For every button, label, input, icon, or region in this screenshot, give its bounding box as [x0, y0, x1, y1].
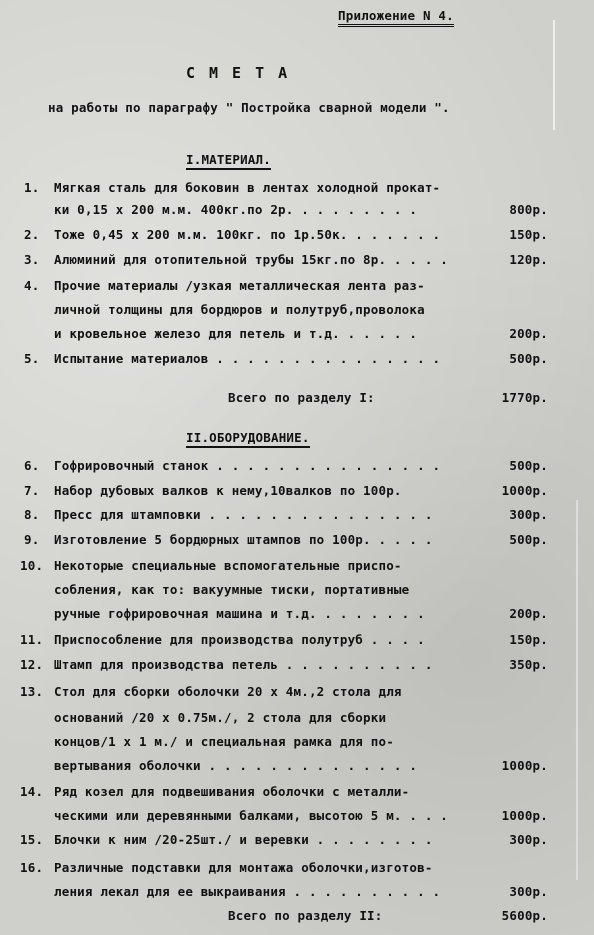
- item-text: Набор дубовых валков к нему,10валков по 100р.: [54, 483, 402, 498]
- item-text: оснований /20 х 0.75м./, 2 стола для сборки: [54, 710, 387, 725]
- item-number: 11.: [20, 632, 44, 647]
- item-amount: 1000р.: [501, 483, 548, 498]
- item-text: концов/1 х 1 м./ и специальная рамка для по-: [54, 734, 394, 749]
- item-number: 6.: [24, 458, 40, 473]
- scan-margin-mark: [553, 20, 555, 130]
- item-amount: 500р.: [509, 458, 548, 473]
- document-title: СМЕТА: [186, 64, 302, 82]
- item-amount: 500р.: [509, 532, 548, 547]
- item-number: 7.: [24, 483, 40, 498]
- item-text: Изготовление 5 бордюрных штампов по 100р. . . . .: [54, 532, 433, 547]
- section-2-total-label: Всего по разделу II:: [228, 908, 383, 923]
- item-text: ручные гофрировочная машина и т.д. . . . . . . .: [54, 606, 425, 621]
- item-amount: 300р.: [509, 507, 548, 522]
- item-amount: 1000р.: [501, 758, 548, 773]
- item-amount: 800р.: [509, 202, 548, 217]
- section-1-total-amount: 1770р.: [501, 390, 548, 405]
- item-number: 1.: [24, 180, 40, 195]
- section-2-total-amount: 5600р.: [501, 908, 548, 923]
- section-1-total-label: Всего по разделу I:: [228, 390, 375, 405]
- item-amount: 300р.: [509, 884, 548, 899]
- item-text: Некоторые специальные вспомогательные приспо-: [54, 558, 402, 573]
- item-number: 8.: [24, 507, 40, 522]
- section-1-heading: I.МАТЕРИАЛ.: [186, 152, 271, 170]
- item-text: и кровельное железо для петель и т.д. . . . . .: [54, 326, 418, 341]
- item-number: 14.: [20, 784, 44, 799]
- item-text: Различные подставки для монтажа оболочки,изготов-: [54, 860, 433, 875]
- item-number: 10.: [20, 558, 44, 573]
- item-number: 16.: [20, 860, 44, 875]
- item-text: Штамп для производства петель . . . . . . . . . .: [54, 657, 433, 672]
- item-text: Приспособление для производства полутруб . . . .: [54, 632, 425, 647]
- item-amount: 200р.: [509, 326, 548, 341]
- item-text: личной толщины для бордюров и полутруб,проволока: [54, 302, 425, 317]
- item-amount: 300р.: [509, 832, 548, 847]
- item-text: ческими или деревянными балками, высотою 5 м. . . .: [54, 808, 449, 823]
- item-number: 15.: [20, 832, 44, 847]
- item-text: Мягкая сталь для боковин в лентах холодной прокат-: [54, 180, 441, 195]
- item-text: Тоже 0,45 х 200 м.м. 100кг. по 1р.50к. . . . . . .: [54, 227, 441, 242]
- item-amount: 120р.: [509, 252, 548, 267]
- item-number: 4.: [24, 278, 40, 293]
- item-number: 3.: [24, 252, 40, 267]
- item-amount: 150р.: [509, 227, 548, 242]
- item-text: Испытание материалов . . . . . . . . . . . . . . .: [54, 351, 441, 366]
- section-2-heading: II.ОБОРУДОВАНИЕ.: [186, 430, 310, 448]
- item-number: 5.: [24, 351, 40, 366]
- item-text: Алюминий для отопительной трубы 15кг.по 8р. . . . .: [54, 252, 449, 267]
- item-amount: 1000р.: [501, 808, 548, 823]
- document-subtitle: на работы по параграфу " Постройка сварной модели ".: [48, 100, 450, 115]
- item-text: Ряд козел для подвешивания оболочки с металли-: [54, 784, 410, 799]
- item-text: Гофрировочный станок . . . . . . . . . . . . . . .: [54, 458, 441, 473]
- item-number: 12.: [20, 657, 44, 672]
- item-text: Блочки к ним /20-25шт./ и веревки . . . . . . . .: [54, 832, 433, 847]
- item-number: 2.: [24, 227, 40, 242]
- item-text: Прочие материалы /узкая металлическая лента раз-: [54, 278, 425, 293]
- item-amount: 200р.: [509, 606, 548, 621]
- item-text: Пресс для штамповки . . . . . . . . . . . . . . .: [54, 507, 433, 522]
- item-text: Стол для сборки оболочки 20 х 4м.,2 стола для: [54, 684, 402, 699]
- item-number: 9.: [24, 532, 40, 547]
- item-amount: 350р.: [509, 657, 548, 672]
- item-amount: 150р.: [509, 632, 548, 647]
- item-amount: 500р.: [509, 351, 548, 366]
- item-text: ки 0,15 х 200 м.м. 400кг.по 2р. . . . . . . . .: [54, 202, 418, 217]
- item-text: собления, как то: вакуумные тиски, портативные: [54, 582, 410, 597]
- item-text: ления лекал для ее выкраивания . . . . . . . . . .: [54, 884, 441, 899]
- appendix-label: Приложение N 4.: [338, 8, 454, 27]
- item-text: вертывания оболочки . . . . . . . . . . . . . .: [54, 758, 418, 773]
- item-number: 13.: [20, 684, 44, 699]
- scan-margin-mark: [576, 500, 578, 880]
